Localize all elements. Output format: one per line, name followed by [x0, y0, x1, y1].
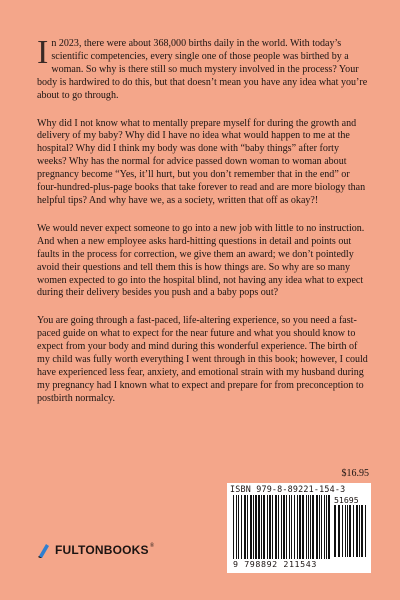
drop-cap: I	[37, 34, 49, 71]
paragraph-1	[37, 34, 369, 103]
barcode-digits: 9 798892 211543	[233, 559, 317, 569]
price-label: $16.95	[341, 468, 369, 479]
back-cover-text	[37, 34, 369, 421]
paragraph-4: You are going through a fast-paced, life-altering experience, so you need a fast-paced guide on what to expect for the near future and what you should know to expect from your body and mind during this wonderful experience. The birth of my child was fully worth everything I went through in this book; however, I could have experienced less fear, anxiety, and emotional strain with my husband during my pregnancy had I known what to expect and prepare for from preconception to postbirth normalcy.	[37, 315, 368, 404]
publisher-logo	[37, 542, 154, 558]
isbn-barcode	[227, 483, 371, 573]
publisher-name: FULTONBOOKS	[55, 543, 149, 557]
paragraph-1-text: n 2023, there were about 368,000 births daily in the world. With today’s scientific competencies, every single one of those people was birthed by a woman. So why is there still so much mystery involved in the process? Your body is hardwired to do this, but that doesn’t mean you have any idea what you’re about to go through.	[37, 38, 368, 101]
book-pen-icon	[37, 542, 51, 558]
barcode-addon-bars	[334, 505, 368, 557]
registered-mark: ®	[149, 543, 155, 549]
barcode-main-bars	[233, 495, 331, 559]
paragraph-2: Why did I not know what to mentally prepare myself for during the growth and delivery of my baby? Why did I have no idea what would happen to me at the hospital? Why did I think my body was done with “baby things” after forty weeks? Why has the normal for advice passed down woman to woman about pregnancy become “Yes, it’ll hurt, but you don’t remember that in the end” or four-hundred-plus-page books that take forever to read and are more biology than helpful tips? And why have we, as a society, written that off as okay?!	[37, 117, 366, 206]
paragraph-3: We would never expect someone to go into a new job with little to no instruction. And when a new employee asks hard-hitting questions in detail and points out faults in the process for correction, we give them an award; we don’t pointedly avoid their questions and tell them this is how things are. So why are so many women expected to go into the hospital blind, not having any idea what to expect during their delivery besides you push and a baby pops out?	[37, 222, 365, 299]
barcode-addon-digits: 51695	[334, 495, 359, 505]
isbn-number: ISBN 979-8-89221-154-3	[230, 484, 346, 494]
